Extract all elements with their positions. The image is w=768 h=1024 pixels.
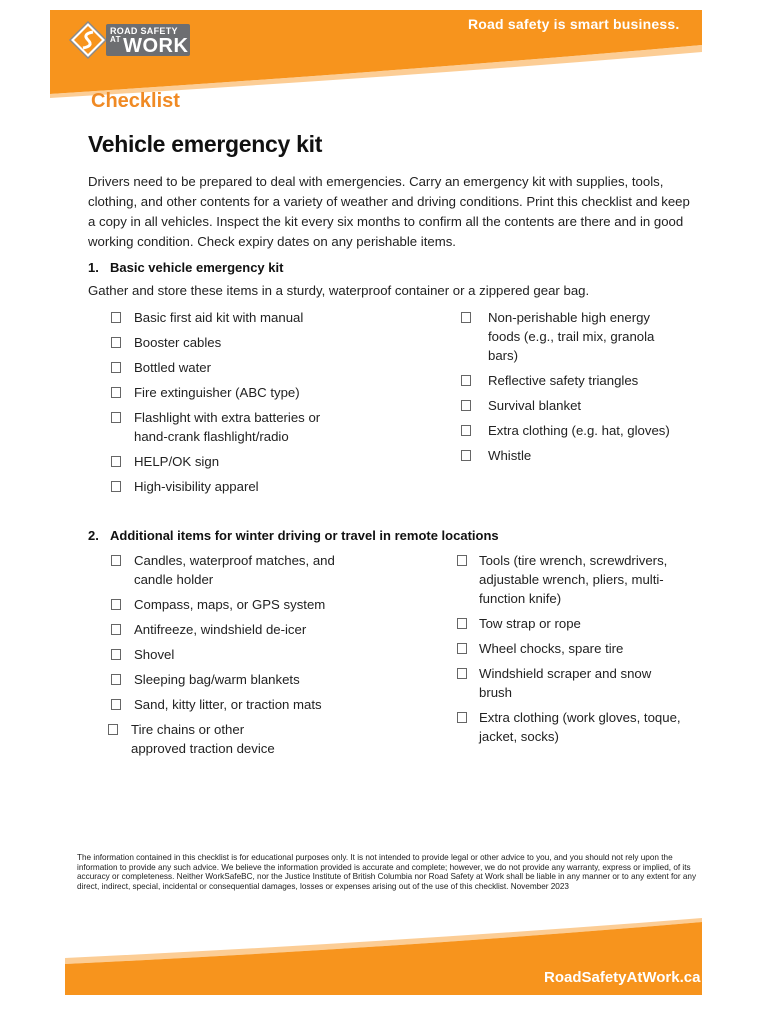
list-item-label: Extra clothing (e.g. hat, gloves) xyxy=(488,423,670,438)
list-item-label: Bottled water xyxy=(134,360,211,375)
section-1-subtext: Gather and store these items in a sturdy, waterproof container or a zippered gear bag. xyxy=(88,283,590,298)
list-item-label: Windshield scraper and snow brush xyxy=(479,666,652,700)
list-item[interactable] xyxy=(111,670,336,689)
list-item[interactable] xyxy=(111,551,336,589)
list-item[interactable] xyxy=(111,358,351,377)
list-item-label: Antifreeze, windshield de-icer xyxy=(134,622,307,637)
list-item[interactable] xyxy=(461,396,676,415)
checkbox-icon[interactable] xyxy=(461,425,471,436)
disclaimer-text: The information contained in this checklist is for educational purposes only. It is not intended to provide legal or other advice to you, and you should not rely upon the information to provide any such advice. We believe the information provided is accurate and complete; however, we do not provide any warranty, express or implied, of its accuracy or completeness. Neither WorkSafeBC, nor the Justice Institute of British Columbia nor Road Safety at Work shall be liable in any manner or to any extent for any direct, indirect, special, incidental or consequential damages, losses or expenses arising out of the use of this checklist. November 2023 xyxy=(77,853,697,891)
list-item-label: Compass, maps, or GPS system xyxy=(134,597,326,612)
checkbox-icon[interactable] xyxy=(111,387,121,398)
list-item[interactable] xyxy=(457,551,682,608)
logo-text-top: ROAD SAFETY xyxy=(110,26,178,36)
list-item-label: Shovel xyxy=(134,647,175,662)
checkbox-icon[interactable] xyxy=(108,724,118,735)
list-item[interactable] xyxy=(457,664,682,702)
section-1-title: Basic vehicle emergency kit xyxy=(110,260,284,275)
list-item-label: Booster cables xyxy=(134,335,222,350)
list-item-label: Flashlight with extra batteries or hand-crank flashlight/radio xyxy=(134,410,321,444)
list-item[interactable] xyxy=(111,595,336,614)
checkbox-icon[interactable] xyxy=(111,362,121,373)
checkbox-icon[interactable] xyxy=(111,624,121,635)
list-item[interactable] xyxy=(111,452,351,471)
list-item[interactable] xyxy=(457,614,682,633)
section-1-right-list xyxy=(461,308,676,471)
list-item-label: Tow strap or rope xyxy=(479,616,581,631)
checkbox-icon[interactable] xyxy=(457,555,467,566)
checkbox-icon[interactable] xyxy=(461,450,471,461)
list-item-label: Tire chains or other approved traction device xyxy=(131,722,275,756)
checkbox-icon[interactable] xyxy=(461,375,471,386)
checkbox-icon[interactable] xyxy=(111,674,121,685)
section-1-number: 1. xyxy=(88,260,99,275)
list-item-label: Basic first aid kit with manual xyxy=(134,310,304,325)
list-item-label: Sand, kitty litter, or traction mats xyxy=(134,697,322,712)
section-2-title: Additional items for winter driving or travel in remote locations xyxy=(110,528,499,543)
checkbox-icon[interactable] xyxy=(111,555,121,566)
list-item-label: Candles, waterproof matches, and candle holder xyxy=(134,553,335,587)
checkbox-icon[interactable] xyxy=(111,649,121,660)
footer-band xyxy=(0,910,768,1024)
tagline: Road safety is smart business. xyxy=(468,16,680,32)
checkbox-icon[interactable] xyxy=(111,337,121,348)
list-item[interactable] xyxy=(457,708,682,746)
list-item-label: High-visibility apparel xyxy=(134,479,259,494)
list-item[interactable] xyxy=(461,421,676,440)
list-item-label: Non-perishable high energy foods (e.g., trail mix, granola bars) xyxy=(488,310,655,363)
section-1-heading xyxy=(88,260,283,275)
section-1-left-list xyxy=(111,308,351,502)
list-item-label: Whistle xyxy=(488,448,532,463)
logo-text-bottom xyxy=(110,35,188,58)
footer-url[interactable]: RoadSafetyAtWork.ca xyxy=(544,969,701,986)
logo-text-at: AT xyxy=(110,35,122,44)
section-2-left-list xyxy=(111,551,336,764)
checkbox-icon[interactable] xyxy=(457,643,467,654)
list-item-label: Sleeping bag/warm blankets xyxy=(134,672,300,687)
checkbox-icon[interactable] xyxy=(111,481,121,492)
checkbox-icon[interactable] xyxy=(461,400,471,411)
document-type-label: Checklist xyxy=(91,90,180,112)
list-item-label: Fire extinguisher (ABC type) xyxy=(134,385,300,400)
list-item-label: Wheel chocks, spare tire xyxy=(479,641,624,656)
logo-text-work: WORK xyxy=(123,35,189,57)
list-item[interactable] xyxy=(457,639,682,658)
section-2-heading xyxy=(88,528,499,543)
checkbox-icon[interactable] xyxy=(111,412,121,423)
list-item[interactable] xyxy=(111,695,336,714)
list-item[interactable] xyxy=(111,408,351,446)
list-item[interactable] xyxy=(461,371,676,390)
section-2-number: 2. xyxy=(88,528,99,543)
intro-paragraph: Drivers need to be prepared to deal with emergencies. Carry an emergency kit with supplies, tools, clothing, and other contents for a variety of weather and driving conditions. Print this checklist and keep a copy in all vehicles. Inspect the kit every six months to confirm all the contents are there and in good working condition. Check expiry dates on any perishable items. xyxy=(88,174,690,249)
list-item[interactable] xyxy=(111,477,351,496)
road-safety-logo xyxy=(68,20,192,64)
section-2-right-list xyxy=(457,551,682,752)
list-item[interactable] xyxy=(111,620,336,639)
list-item-label: Survival blanket xyxy=(488,398,582,413)
footer-swoosh xyxy=(0,910,768,1024)
list-item[interactable] xyxy=(111,645,336,664)
list-item[interactable] xyxy=(461,446,676,465)
header-band xyxy=(0,0,768,100)
list-item[interactable] xyxy=(111,720,336,758)
checkbox-icon[interactable] xyxy=(111,456,121,467)
list-item[interactable] xyxy=(111,333,351,352)
list-item-label: Tools (tire wrench, screwdrivers, adjustable wrench, pliers, multi-function knife) xyxy=(479,553,668,606)
checkbox-icon[interactable] xyxy=(111,599,121,610)
list-item-label: HELP/OK sign xyxy=(134,454,220,469)
checkbox-icon[interactable] xyxy=(457,712,467,723)
list-item-label: Extra clothing (work gloves, toque, jacket, socks) xyxy=(479,710,681,744)
list-item-label: Reflective safety triangles xyxy=(488,373,639,388)
list-item[interactable] xyxy=(111,383,351,402)
checkbox-icon[interactable] xyxy=(461,312,471,323)
checkbox-icon[interactable] xyxy=(457,618,467,629)
page-title: Vehicle emergency kit xyxy=(88,131,323,157)
list-item[interactable] xyxy=(461,308,676,365)
checkbox-icon[interactable] xyxy=(111,312,121,323)
list-item[interactable] xyxy=(111,308,351,327)
checkbox-icon[interactable] xyxy=(457,668,467,679)
checkbox-icon[interactable] xyxy=(111,699,121,710)
